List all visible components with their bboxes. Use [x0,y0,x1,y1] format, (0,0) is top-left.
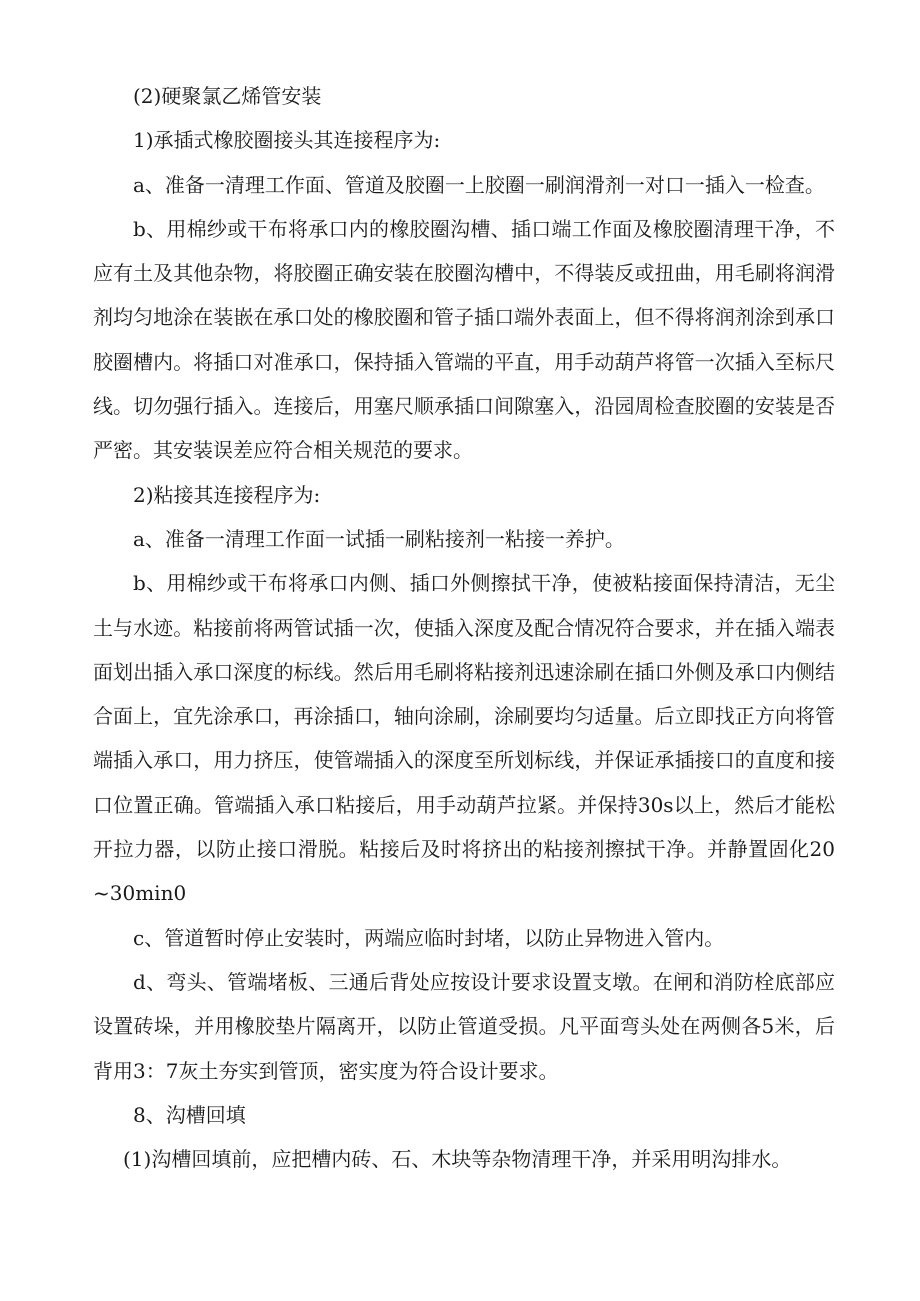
subsection-heading-pvc-pipe-installation: (2)硬聚氯乙烯管安装 [133,84,322,108]
step-heading-rubber-ring-joint: 1)承插式橡胶圈接头其连接程序为: [133,128,441,153]
step-heading-adhesive-joint: 2)粘接其连接程序为: [133,482,321,507]
paragraph-rubber-ring-procedure-a: a、准备一清理工作面、管道及胶圈一上胶圈一刷润滑剂一对口一插入一检查。 [133,172,825,197]
paragraph-adhesive-procedure-b: b、用棉纱或干布将承口内侧、插口外侧擦拭干净，使被粘接面保持清洁，无尘土与水迹。粘接前将两管试插一次，使插入深度及配合情况符合要求，并在插入端表面划出插入承口深度的标线。然后用毛刷将粘接剂迅速涂刷在插口外侧及承口内侧结合面上，宜先涂承口，再涂插口，轴向涂刷，涂刷要均匀适量。后立即找正方向将管端插入承口，用力挤压，使管端插入的深度至所划标线，并保证承插接口的直度和接口位置正确。管端插入承口粘接后，用手动葫芦拉紧。并保持30s以上，然后才能松开拉力器，以防止接口滑脱。粘接后及时将挤出的粘接剂擦拭干净。并静置固化20~30min0 [93,571,835,906]
section-heading-trench-backfill: 8、沟槽回填 [133,1102,246,1127]
paragraph-temporary-stop-c: c、管道暂时停止安装时，两端应临时封堵，以防止异物进入管内。 [133,925,725,950]
document-body [93,74,835,1181]
paragraph-rubber-ring-procedure-b: b、用棉纱或干布将承口内的橡胶圈沟槽、插口端工作面及橡胶圈清理干净，不应有土及其他杂物，将胶圈正确安装在胶圈沟槽中，不得装反或扭曲，用毛刷将润滑剂均匀地涂在装嵌在承口处的橡胶圈和管子插口端外表面上，但不得将润剂涂到承口胶圈槽内。将插口对准承口，保持插入管端的平直，用手动葫芦将管一次插入至标尺线。切勿强行插入。连接后，用塞尺顺承插口间隙塞入，沿园周检查胶圈的安装是否严密。其安装误差应符合相关规范的要求。 [93,216,835,463]
paragraph-adhesive-procedure-a: a、准备一清理工作面一试插一刷粘接剂一粘接一养护。 [133,526,625,551]
paragraph-support-pier-d: d、弯头、管端堵板、三通后背处应按设计要求设置支墩。在闸和消防栓底部应设置砖垛，并用橡胶垫片隔离开，以防止管道受损。凡平面弯头处在两侧各5米，后背用3：7灰土夯实到管顶，密实度为符合设计要求。 [93,969,835,1083]
paragraph-backfill-preparation: (1)沟槽回填前，应把槽内砖、石、木块等杂物清理干净，并采用明沟排水。 [123,1147,792,1172]
